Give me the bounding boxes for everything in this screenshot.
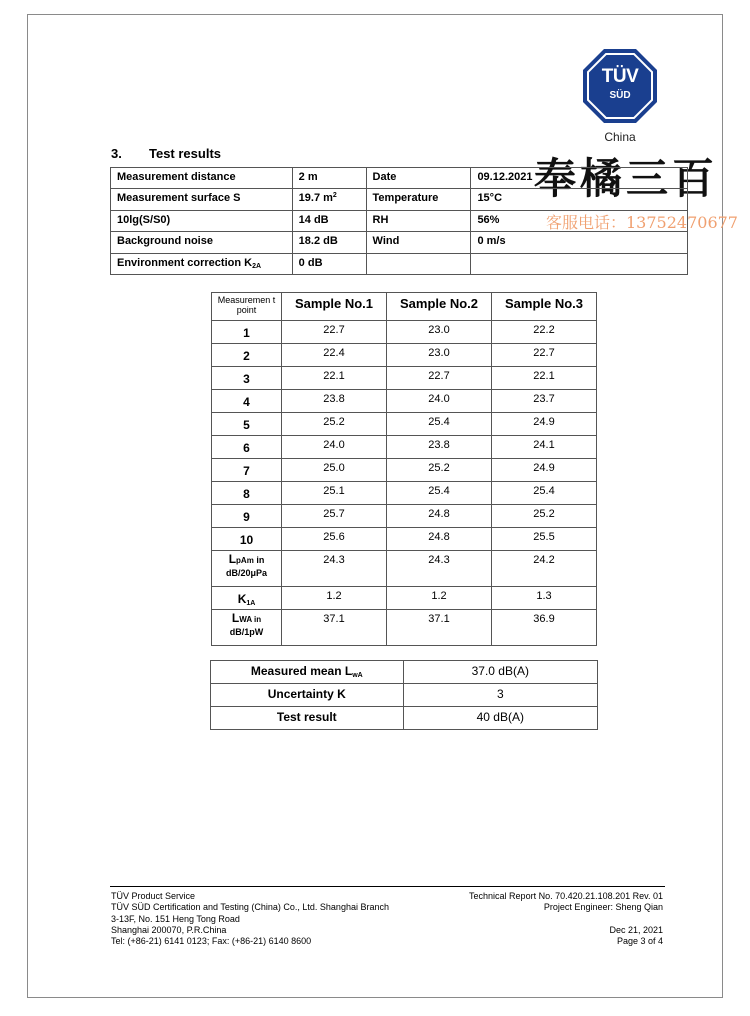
condition-label: Measurement distance <box>111 168 293 189</box>
footer-line: TÜV SÜD Certification and Testing (China) Co., Ltd. Shanghai Branch <box>111 902 389 913</box>
row-label-point: 3 <box>212 367 282 390</box>
table-cell: 25.2 <box>492 505 597 528</box>
table-cell: 25.0 <box>282 459 387 482</box>
table-row <box>212 413 597 436</box>
table-cell: 25.2 <box>387 459 492 482</box>
condition-label: Date <box>366 168 471 189</box>
table-cell: 22.1 <box>492 367 597 390</box>
table-cell: 25.2 <box>282 413 387 436</box>
condition-label: Environment correction $K_{2A}$ <box>111 253 293 274</box>
row-label-point: 4 <box>212 390 282 413</box>
row-label-point: 5 <box>212 413 282 436</box>
table-cell: 23.0 <box>387 321 492 344</box>
summary-label: Measured mean $L_{wA}$ <box>211 661 404 684</box>
table-cell: 24.2 <box>492 551 597 587</box>
condition-label: RH <box>366 210 471 231</box>
condition-value: 2 m <box>292 168 366 189</box>
row-label-point: 9 <box>212 505 282 528</box>
condition-label <box>366 253 471 274</box>
footer-line: 3-13F, No. 151 Heng Tong Road <box>111 913 240 924</box>
footer-line: TÜV Product Service <box>111 891 196 901</box>
column-header-sample: Sample No.3 <box>492 293 597 321</box>
logo-text-tuv: TÜV <box>601 66 639 87</box>
table-cell: 24.0 <box>387 390 492 413</box>
section-heading <box>111 146 221 161</box>
row-label-point: 6 <box>212 436 282 459</box>
table-cell: 22.4 <box>282 344 387 367</box>
table-cell: 23.0 <box>387 344 492 367</box>
table-row <box>211 661 598 684</box>
condition-value: 18.2 dB <box>292 232 366 253</box>
table-cell: 24.0 <box>282 436 387 459</box>
footer-line: Tel: (+86-21) 6141 0123; Fax: (+86-21) 6140 8600 <box>111 936 312 947</box>
table-cell: 22.2 <box>492 321 597 344</box>
measurement-rows <box>212 321 597 551</box>
table-cell: 24.1 <box>492 436 597 459</box>
table-row <box>212 610 597 646</box>
watermark-service: 客服电话：13752470677 <box>546 213 738 232</box>
table-cell: 37.1 <box>387 610 492 646</box>
table-cell: 25.4 <box>492 482 597 505</box>
table-row <box>212 390 597 413</box>
footer-line <box>469 914 663 925</box>
table-cell: 22.7 <box>282 321 387 344</box>
table-cell: 25.6 <box>282 528 387 551</box>
summary-value: 37.0 dB(A) <box>403 661 597 684</box>
table-row <box>111 232 688 253</box>
table-row <box>212 551 597 587</box>
table-row <box>212 528 597 551</box>
row-label-point: 1 <box>212 321 282 344</box>
summary-label: Test result <box>211 707 404 730</box>
table-row <box>111 210 688 231</box>
table-row <box>212 321 597 344</box>
table-row <box>212 482 597 505</box>
summary-value: 40 dB(A) <box>403 707 597 730</box>
row-label-point: 2 <box>212 344 282 367</box>
measurements-table <box>211 292 597 646</box>
table-cell: 25.1 <box>282 482 387 505</box>
table-cell: 25.4 <box>387 482 492 505</box>
condition-value: 14 dB <box>292 210 366 231</box>
table-cell: 37.1 <box>282 610 387 646</box>
summary-table <box>210 660 598 730</box>
footer-line: Shanghai 200070, P.R.China <box>111 924 227 935</box>
section-number: 3. <box>111 146 122 161</box>
row-label-lpam: LpAm in dB/20μPa <box>212 551 282 587</box>
table-row <box>212 459 597 482</box>
row-label-point: 8 <box>212 482 282 505</box>
table-header-row <box>212 293 597 321</box>
footer-divider <box>110 886 665 887</box>
footer-line: Technical Report No. 70.420.21.108.201 Rev. 01 <box>469 891 663 901</box>
footer-line: Project Engineer: Sheng Qian <box>543 902 663 913</box>
table-cell: 24.8 <box>387 505 492 528</box>
table-row <box>111 168 688 189</box>
table-cell: 23.8 <box>387 436 492 459</box>
row-label-k1a: $K_{1A}$ <box>212 587 282 610</box>
condition-value: 15°C <box>471 189 688 210</box>
tuv-sud-logo <box>582 48 658 148</box>
table-row <box>212 505 597 528</box>
table-cell: 1.3 <box>492 587 597 610</box>
column-header-point: Measuremen t point <box>212 293 282 321</box>
condition-label: Wind <box>366 232 471 253</box>
condition-value: 09.12.2021 <box>471 168 688 189</box>
condition-value: 0 dB <box>292 253 366 274</box>
footer-address <box>111 891 389 947</box>
table-row <box>212 367 597 390</box>
column-header-sample: Sample No.2 <box>387 293 492 321</box>
conditions-table <box>110 167 688 275</box>
table-row <box>212 436 597 459</box>
condition-value: 0 m/s <box>471 232 688 253</box>
table-cell: 24.3 <box>387 551 492 587</box>
table-row <box>211 707 598 730</box>
condition-value <box>471 253 688 274</box>
row-label-lwa: LWA in dB/1pW <box>212 610 282 646</box>
table-row <box>111 253 688 274</box>
row-label-point: 7 <box>212 459 282 482</box>
table-cell: 23.8 <box>282 390 387 413</box>
table-row <box>212 587 597 610</box>
summary-label: Uncertainty K <box>211 684 404 707</box>
condition-label: Temperature <box>366 189 471 210</box>
table-cell: 24.9 <box>492 459 597 482</box>
footer-report-info <box>469 891 663 947</box>
condition-label: 10lg(S/S0) <box>111 210 293 231</box>
row-label-point: 10 <box>212 528 282 551</box>
footer-line: Dec 21, 2021 <box>609 924 663 935</box>
table-cell: 22.7 <box>492 344 597 367</box>
table-row <box>111 189 688 210</box>
table-cell: 22.1 <box>282 367 387 390</box>
table-cell: 23.7 <box>492 390 597 413</box>
table-cell: 24.8 <box>387 528 492 551</box>
table-cell: 1.2 <box>282 587 387 610</box>
table-cell: 25.4 <box>387 413 492 436</box>
table-cell: 24.3 <box>282 551 387 587</box>
footer-line: Page 3 of 4 <box>616 936 663 947</box>
summary-value: 3 <box>403 684 597 707</box>
table-cell: 36.9 <box>492 610 597 646</box>
table-cell: 25.7 <box>282 505 387 528</box>
logo-text-sud: SÜD <box>609 90 631 101</box>
table-cell: 22.7 <box>387 367 492 390</box>
condition-label: Measurement surface S <box>111 189 293 210</box>
table-cell: 1.2 <box>387 587 492 610</box>
section-title: Test results <box>149 146 222 161</box>
table-row <box>212 344 597 367</box>
table-cell: 25.5 <box>492 528 597 551</box>
table-row <box>211 684 598 707</box>
condition-value: 56% <box>471 210 688 231</box>
condition-value: 19.7 $m^2$ <box>292 189 366 210</box>
logo-caption: China <box>604 130 636 144</box>
column-header-sample: Sample No.1 <box>282 293 387 321</box>
table-cell: 24.9 <box>492 413 597 436</box>
condition-label: Background noise <box>111 232 293 253</box>
watermark-title: 奉橘三百 <box>534 154 719 203</box>
